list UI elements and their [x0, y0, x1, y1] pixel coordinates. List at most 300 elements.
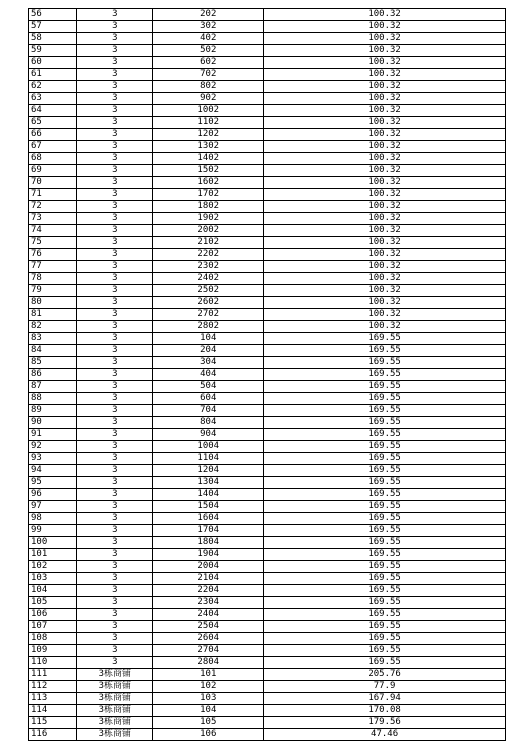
unit-cell: 1004 [153, 441, 264, 453]
table-row [29, 729, 506, 741]
building-cell: 3 [77, 45, 153, 57]
unit-cell: 702 [153, 69, 264, 81]
building-cell: 3 [77, 597, 153, 609]
unit-cell: 2602 [153, 297, 264, 309]
area-cell: 169.55 [264, 633, 506, 645]
table-row [29, 537, 506, 549]
building-cell: 3 [77, 417, 153, 429]
unit-cell: 202 [153, 9, 264, 21]
table-row [29, 393, 506, 405]
row-number-cell: 56 [29, 9, 77, 21]
unit-cell: 604 [153, 393, 264, 405]
building-cell: 3 [77, 285, 153, 297]
unit-cell: 1302 [153, 141, 264, 153]
row-number-cell: 83 [29, 333, 77, 345]
row-number-cell: 74 [29, 225, 77, 237]
table-row [29, 405, 506, 417]
table-row [29, 297, 506, 309]
area-cell: 100.32 [264, 153, 506, 165]
unit-cell: 1202 [153, 129, 264, 141]
row-number-cell: 62 [29, 81, 77, 93]
building-cell: 3 [77, 57, 153, 69]
area-cell: 205.76 [264, 669, 506, 681]
row-number-cell: 115 [29, 717, 77, 729]
unit-cell: 104 [153, 333, 264, 345]
unit-cell: 1002 [153, 105, 264, 117]
row-number-cell: 58 [29, 33, 77, 45]
row-number-cell: 100 [29, 537, 77, 549]
row-number-cell: 102 [29, 561, 77, 573]
table-row [29, 429, 506, 441]
building-cell: 3 [77, 249, 153, 261]
table-row [29, 441, 506, 453]
unit-cell: 2204 [153, 585, 264, 597]
area-cell: 169.55 [264, 645, 506, 657]
area-cell: 100.32 [264, 249, 506, 261]
area-cell: 100.32 [264, 225, 506, 237]
building-cell: 3 [77, 429, 153, 441]
building-cell: 3 [77, 465, 153, 477]
unit-cell: 2202 [153, 249, 264, 261]
unit-cell: 2702 [153, 309, 264, 321]
area-cell: 100.32 [264, 201, 506, 213]
area-cell: 169.55 [264, 621, 506, 633]
building-cell: 3 [77, 609, 153, 621]
row-number-cell: 103 [29, 573, 77, 585]
area-cell: 100.32 [264, 237, 506, 249]
area-cell: 179.56 [264, 717, 506, 729]
building-cell: 3 [77, 525, 153, 537]
row-number-cell: 61 [29, 69, 77, 81]
building-cell: 3 [77, 645, 153, 657]
table-row [29, 249, 506, 261]
table-row [29, 549, 506, 561]
unit-cell: 1504 [153, 501, 264, 513]
area-cell: 169.55 [264, 345, 506, 357]
building-cell: 3 [77, 189, 153, 201]
row-number-cell: 110 [29, 657, 77, 669]
building-cell: 3 [77, 69, 153, 81]
unit-cell: 2504 [153, 621, 264, 633]
row-number-cell: 77 [29, 261, 77, 273]
building-cell: 3 [77, 585, 153, 597]
table-row [29, 705, 506, 717]
unit-cell: 2304 [153, 597, 264, 609]
building-cell: 3 [77, 177, 153, 189]
table-row [29, 657, 506, 669]
unit-cell: 802 [153, 81, 264, 93]
table-row [29, 237, 506, 249]
building-cell: 3 [77, 621, 153, 633]
unit-cell: 1404 [153, 489, 264, 501]
area-cell: 47.46 [264, 729, 506, 741]
building-cell: 3 [77, 129, 153, 141]
building-cell: 3 [77, 441, 153, 453]
building-cell: 3栋商铺 [77, 705, 153, 717]
unit-cell: 105 [153, 717, 264, 729]
row-number-cell: 85 [29, 357, 77, 369]
row-number-cell: 91 [29, 429, 77, 441]
unit-cell: 1602 [153, 177, 264, 189]
building-cell: 3 [77, 273, 153, 285]
unit-cell: 704 [153, 405, 264, 417]
unit-cell: 1704 [153, 525, 264, 537]
table-row [29, 585, 506, 597]
unit-cell: 1502 [153, 165, 264, 177]
table-row [29, 93, 506, 105]
table-row [29, 165, 506, 177]
area-cell: 169.55 [264, 465, 506, 477]
unit-cell: 2402 [153, 273, 264, 285]
area-cell: 100.32 [264, 189, 506, 201]
row-number-cell: 82 [29, 321, 77, 333]
row-number-cell: 93 [29, 453, 77, 465]
building-cell: 3 [77, 501, 153, 513]
building-cell: 3 [77, 405, 153, 417]
unit-cell: 1702 [153, 189, 264, 201]
unit-cell: 1304 [153, 477, 264, 489]
building-cell: 3 [77, 105, 153, 117]
row-number-cell: 116 [29, 729, 77, 741]
area-cell: 100.32 [264, 285, 506, 297]
area-cell: 100.32 [264, 9, 506, 21]
area-cell: 100.32 [264, 57, 506, 69]
row-number-cell: 95 [29, 477, 77, 489]
unit-cell: 2802 [153, 321, 264, 333]
building-cell: 3 [77, 333, 153, 345]
table-row [29, 645, 506, 657]
table-row [29, 381, 506, 393]
table-row [29, 225, 506, 237]
table-row [29, 357, 506, 369]
unit-cell: 1902 [153, 213, 264, 225]
row-number-cell: 79 [29, 285, 77, 297]
unit-cell: 2002 [153, 225, 264, 237]
area-cell: 100.32 [264, 177, 506, 189]
table-row [29, 141, 506, 153]
row-number-cell: 73 [29, 213, 77, 225]
table-row [29, 465, 506, 477]
unit-cell: 904 [153, 429, 264, 441]
unit-cell: 404 [153, 369, 264, 381]
unit-cell: 1102 [153, 117, 264, 129]
row-number-cell: 66 [29, 129, 77, 141]
row-number-cell: 84 [29, 345, 77, 357]
unit-cell: 106 [153, 729, 264, 741]
area-cell: 100.32 [264, 213, 506, 225]
area-cell: 169.55 [264, 333, 506, 345]
unit-cell: 1904 [153, 549, 264, 561]
building-cell: 3 [77, 165, 153, 177]
area-cell: 169.55 [264, 381, 506, 393]
table-row [29, 669, 506, 681]
table-row [29, 333, 506, 345]
area-cell: 100.32 [264, 297, 506, 309]
unit-cell: 2704 [153, 645, 264, 657]
area-cell: 169.55 [264, 537, 506, 549]
table-row [29, 345, 506, 357]
row-number-cell: 109 [29, 645, 77, 657]
area-cell: 169.55 [264, 513, 506, 525]
row-number-cell: 65 [29, 117, 77, 129]
building-cell: 3 [77, 369, 153, 381]
area-cell: 100.32 [264, 21, 506, 33]
row-number-cell: 67 [29, 141, 77, 153]
table-row [29, 273, 506, 285]
table-row [29, 201, 506, 213]
area-cell: 169.55 [264, 585, 506, 597]
area-cell: 169.55 [264, 429, 506, 441]
building-cell: 3 [77, 261, 153, 273]
building-cell: 3 [77, 477, 153, 489]
table-row [29, 261, 506, 273]
building-cell: 3 [77, 201, 153, 213]
building-cell: 3 [77, 81, 153, 93]
building-cell: 3 [77, 633, 153, 645]
building-cell: 3 [77, 537, 153, 549]
building-cell: 3栋商铺 [77, 717, 153, 729]
area-cell: 169.55 [264, 441, 506, 453]
row-number-cell: 89 [29, 405, 77, 417]
area-cell: 100.32 [264, 273, 506, 285]
unit-cell: 2102 [153, 237, 264, 249]
row-number-cell: 76 [29, 249, 77, 261]
building-cell: 3 [77, 93, 153, 105]
building-cell: 3栋商铺 [77, 669, 153, 681]
row-number-cell: 78 [29, 273, 77, 285]
row-number-cell: 69 [29, 165, 77, 177]
building-cell: 3 [77, 381, 153, 393]
area-cell: 169.55 [264, 489, 506, 501]
row-number-cell: 104 [29, 585, 77, 597]
table-row [29, 57, 506, 69]
area-cell: 169.55 [264, 597, 506, 609]
area-cell: 100.32 [264, 129, 506, 141]
building-cell: 3 [77, 393, 153, 405]
table-row [29, 9, 506, 21]
row-number-cell: 92 [29, 441, 77, 453]
area-cell: 170.08 [264, 705, 506, 717]
area-cell: 169.55 [264, 453, 506, 465]
table-row [29, 117, 506, 129]
building-cell: 3 [77, 657, 153, 669]
table-row [29, 573, 506, 585]
building-cell: 3 [77, 573, 153, 585]
area-cell: 100.32 [264, 69, 506, 81]
table-row [29, 717, 506, 729]
unit-cell: 2804 [153, 657, 264, 669]
area-cell: 169.55 [264, 561, 506, 573]
area-cell: 100.32 [264, 261, 506, 273]
table-row [29, 369, 506, 381]
building-cell: 3 [77, 513, 153, 525]
row-number-cell: 94 [29, 465, 77, 477]
table-row [29, 177, 506, 189]
row-number-cell: 112 [29, 681, 77, 693]
row-number-cell: 101 [29, 549, 77, 561]
building-cell: 3 [77, 357, 153, 369]
unit-cell: 1402 [153, 153, 264, 165]
table-row [29, 681, 506, 693]
row-number-cell: 70 [29, 177, 77, 189]
building-cell: 3 [77, 9, 153, 21]
row-number-cell: 96 [29, 489, 77, 501]
table-row [29, 525, 506, 537]
building-cell: 3 [77, 225, 153, 237]
building-cell: 3栋商铺 [77, 681, 153, 693]
row-number-cell: 59 [29, 45, 77, 57]
area-cell: 169.55 [264, 573, 506, 585]
area-cell: 100.32 [264, 165, 506, 177]
row-number-cell: 72 [29, 201, 77, 213]
unit-cell: 1604 [153, 513, 264, 525]
table-row [29, 81, 506, 93]
row-number-cell: 114 [29, 705, 77, 717]
row-number-cell: 71 [29, 189, 77, 201]
table-row [29, 633, 506, 645]
building-cell: 3 [77, 489, 153, 501]
unit-cell: 1804 [153, 537, 264, 549]
table-row [29, 489, 506, 501]
data-table [28, 8, 506, 741]
unit-cell: 102 [153, 681, 264, 693]
unit-cell: 2604 [153, 633, 264, 645]
building-cell: 3 [77, 309, 153, 321]
building-cell: 3 [77, 153, 153, 165]
building-cell: 3 [77, 297, 153, 309]
building-cell: 3 [77, 21, 153, 33]
row-number-cell: 108 [29, 633, 77, 645]
area-cell: 100.32 [264, 309, 506, 321]
unit-cell: 2404 [153, 609, 264, 621]
unit-cell: 1204 [153, 465, 264, 477]
row-number-cell: 87 [29, 381, 77, 393]
table-row [29, 321, 506, 333]
unit-cell: 504 [153, 381, 264, 393]
area-cell: 100.32 [264, 93, 506, 105]
table-row [29, 609, 506, 621]
row-number-cell: 107 [29, 621, 77, 633]
table-row [29, 501, 506, 513]
row-number-cell: 57 [29, 21, 77, 33]
row-number-cell: 98 [29, 513, 77, 525]
row-number-cell: 60 [29, 57, 77, 69]
unit-cell: 2004 [153, 561, 264, 573]
area-cell: 77.9 [264, 681, 506, 693]
unit-cell: 204 [153, 345, 264, 357]
row-number-cell: 86 [29, 369, 77, 381]
building-cell: 3 [77, 345, 153, 357]
unit-cell: 302 [153, 21, 264, 33]
building-cell: 3 [77, 213, 153, 225]
building-cell: 3 [77, 33, 153, 45]
area-cell: 169.55 [264, 549, 506, 561]
unit-cell: 602 [153, 57, 264, 69]
unit-cell: 2302 [153, 261, 264, 273]
building-cell: 3栋商铺 [77, 693, 153, 705]
area-cell: 169.55 [264, 417, 506, 429]
table-row [29, 33, 506, 45]
row-number-cell: 68 [29, 153, 77, 165]
table-row [29, 153, 506, 165]
area-cell: 100.32 [264, 45, 506, 57]
area-cell: 169.55 [264, 657, 506, 669]
table-row [29, 21, 506, 33]
area-cell: 100.32 [264, 141, 506, 153]
area-cell: 169.55 [264, 357, 506, 369]
unit-cell: 2104 [153, 573, 264, 585]
table-row [29, 129, 506, 141]
row-number-cell: 81 [29, 309, 77, 321]
table-row [29, 213, 506, 225]
table-row [29, 105, 506, 117]
table-row [29, 693, 506, 705]
unit-cell: 1104 [153, 453, 264, 465]
table-row [29, 189, 506, 201]
table-row [29, 453, 506, 465]
row-number-cell: 75 [29, 237, 77, 249]
unit-cell: 304 [153, 357, 264, 369]
building-cell: 3 [77, 237, 153, 249]
row-number-cell: 64 [29, 105, 77, 117]
table-row [29, 69, 506, 81]
building-cell: 3 [77, 453, 153, 465]
table-row [29, 285, 506, 297]
row-number-cell: 90 [29, 417, 77, 429]
unit-cell: 101 [153, 669, 264, 681]
area-cell: 100.32 [264, 33, 506, 45]
area-cell: 169.55 [264, 369, 506, 381]
row-number-cell: 80 [29, 297, 77, 309]
building-cell: 3栋商铺 [77, 729, 153, 741]
row-number-cell: 105 [29, 597, 77, 609]
area-cell: 169.55 [264, 501, 506, 513]
table-body [29, 9, 506, 741]
table-row [29, 561, 506, 573]
unit-cell: 2502 [153, 285, 264, 297]
area-cell: 100.32 [264, 105, 506, 117]
building-cell: 3 [77, 141, 153, 153]
row-number-cell: 111 [29, 669, 77, 681]
building-cell: 3 [77, 561, 153, 573]
row-number-cell: 88 [29, 393, 77, 405]
row-number-cell: 113 [29, 693, 77, 705]
area-cell: 169.55 [264, 405, 506, 417]
row-number-cell: 63 [29, 93, 77, 105]
area-cell: 169.55 [264, 393, 506, 405]
area-cell: 169.55 [264, 609, 506, 621]
unit-cell: 804 [153, 417, 264, 429]
table-row [29, 477, 506, 489]
table-row [29, 45, 506, 57]
row-number-cell: 106 [29, 609, 77, 621]
unit-cell: 104 [153, 705, 264, 717]
table-row [29, 309, 506, 321]
table-row [29, 513, 506, 525]
unit-cell: 902 [153, 93, 264, 105]
area-cell: 169.55 [264, 525, 506, 537]
unit-cell: 402 [153, 33, 264, 45]
building-cell: 3 [77, 117, 153, 129]
area-cell: 169.55 [264, 477, 506, 489]
table-row [29, 621, 506, 633]
table-row [29, 597, 506, 609]
row-number-cell: 99 [29, 525, 77, 537]
row-number-cell: 97 [29, 501, 77, 513]
unit-cell: 502 [153, 45, 264, 57]
unit-cell: 103 [153, 693, 264, 705]
table-row [29, 417, 506, 429]
